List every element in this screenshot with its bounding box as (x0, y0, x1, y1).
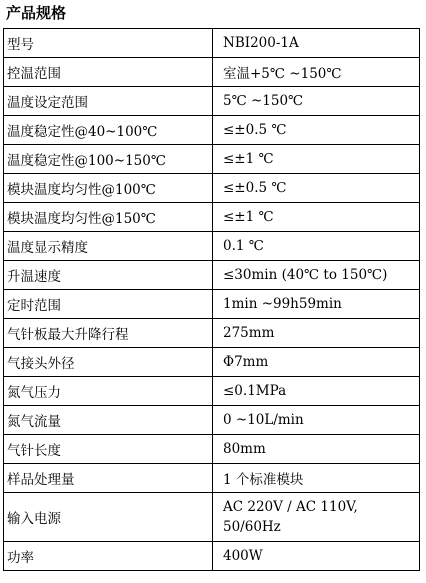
table-row (4, 542, 420, 571)
spec-label: 型号 (4, 29, 213, 58)
table-row (4, 203, 420, 232)
spec-label: 输入电源 (4, 493, 213, 542)
spec-label: 气针板最大升降行程 (4, 319, 213, 348)
spec-value: 275mm (213, 319, 420, 348)
table-row (4, 406, 420, 435)
table-row (4, 58, 420, 87)
spec-label: 模块温度均匀性@150℃ (4, 203, 213, 232)
spec-value: ≤0.1MPa (213, 377, 420, 406)
spec-value: Φ7mm (213, 348, 420, 377)
spec-table (3, 28, 420, 571)
table-row (4, 435, 420, 464)
spec-label: 功率 (4, 542, 213, 571)
spec-label: 气针长度 (4, 435, 213, 464)
spec-value: AC 220V / AC 110V, 50/60Hz (213, 493, 420, 542)
spec-label: 温度稳定性@100~150℃ (4, 145, 213, 174)
spec-value: 1 个标准模块 (213, 464, 420, 493)
spec-label: 温度设定范围 (4, 87, 213, 116)
spec-value: ≤±0.5 ℃ (213, 116, 420, 145)
spec-label: 控温范围 (4, 58, 213, 87)
spec-value: 400W (213, 542, 420, 571)
spec-value: 0 ~10L/min (213, 406, 420, 435)
table-row (4, 29, 420, 58)
section-title: 产品规格 (6, 4, 67, 22)
table-row (4, 348, 420, 377)
spec-value: NBI200-1A (213, 29, 420, 58)
table-row (4, 290, 420, 319)
spec-value: ≤±0.5 ℃ (213, 174, 420, 203)
spec-value: ≤±1 ℃ (213, 145, 420, 174)
spec-label: 定时范围 (4, 290, 213, 319)
table-row (4, 145, 420, 174)
spec-value: 80mm (213, 435, 420, 464)
table-row (4, 493, 420, 542)
table-row (4, 377, 420, 406)
table-row (4, 87, 420, 116)
spec-value: 1min ~99h59min (213, 290, 420, 319)
spec-value: ≤±1 ℃ (213, 203, 420, 232)
table-row (4, 116, 420, 145)
spec-label: 温度显示精度 (4, 232, 213, 261)
table-row (4, 261, 420, 290)
spec-value: 0.1 ℃ (213, 232, 420, 261)
spec-label: 模块温度均匀性@100℃ (4, 174, 213, 203)
spec-label: 氮气流量 (4, 406, 213, 435)
spec-label: 样品处理量 (4, 464, 213, 493)
spec-label: 氮气压力 (4, 377, 213, 406)
spec-value: ≤30min (40℃ to 150℃) (213, 261, 420, 290)
table-row (4, 319, 420, 348)
table-row (4, 232, 420, 261)
spec-label: 气接头外径 (4, 348, 213, 377)
table-row (4, 174, 420, 203)
table-row (4, 464, 420, 493)
spec-value: 5℃ ~150℃ (213, 87, 420, 116)
spec-label: 升温速度 (4, 261, 213, 290)
spec-value: 室温+5℃ ~150℃ (213, 58, 420, 87)
spec-label: 温度稳定性@40~100℃ (4, 116, 213, 145)
